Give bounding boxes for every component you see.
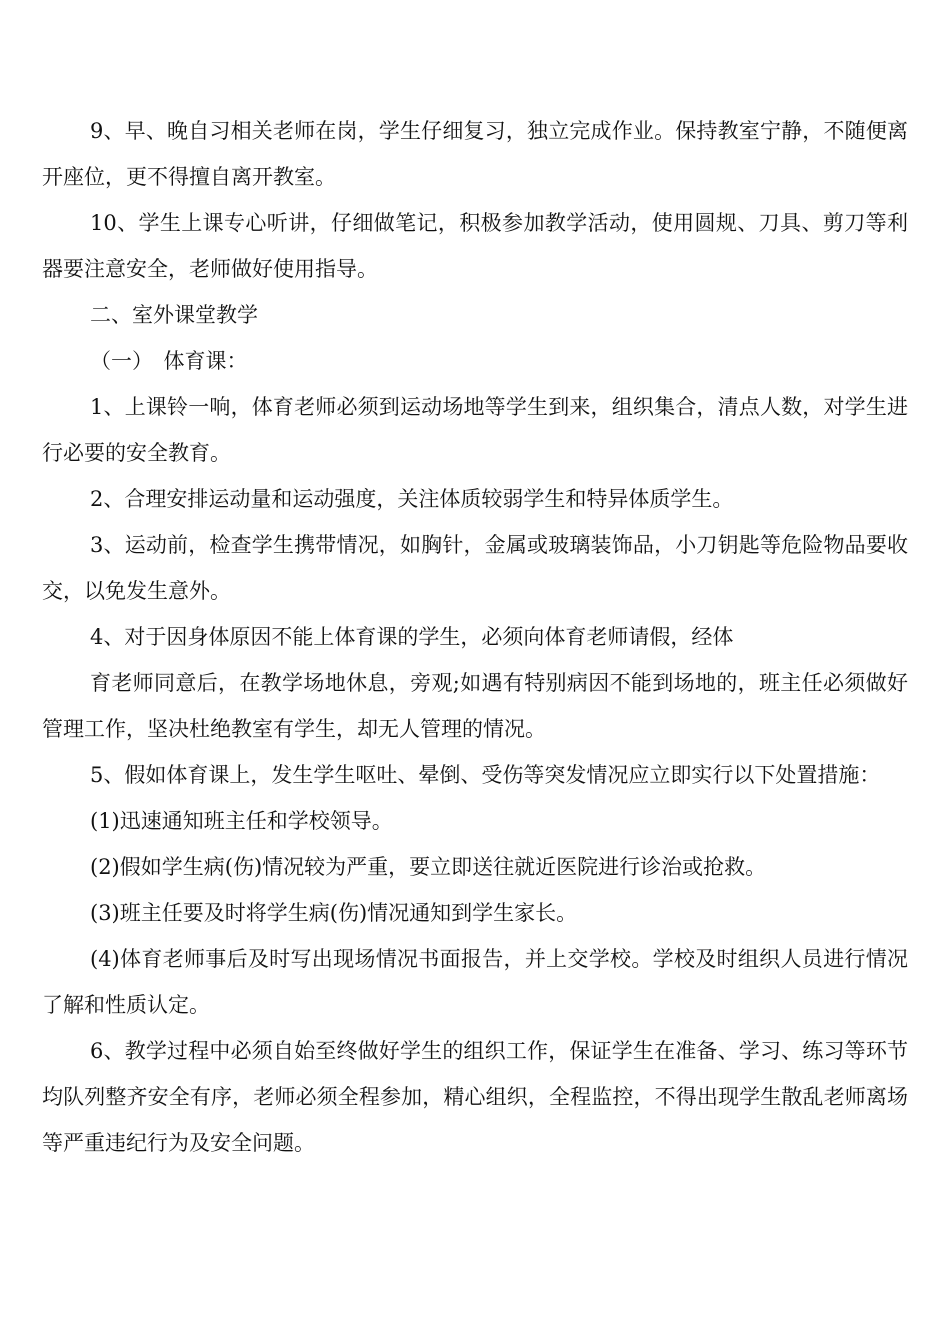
paragraph-pe-subitem-2: (2)假如学生病(伤)情况较为严重，要立即送往就近医院进行诊治或抢救。 bbox=[90, 855, 767, 879]
paragraph-pe-item-4-continued: 育老师同意后，在教学场地休息，旁观;如遇有特别病因不能到场地的，班主任必须做好管理工作，坚决杜绝教室有学生，却无人管理的情况。 bbox=[42, 671, 908, 741]
paragraph-pe-subitem-4: (4)体育老师事后及时写出现场情况书面报告，并上交学校。学校及时组织人员进行情况了解和性质认定。 bbox=[42, 947, 908, 1017]
paragraph-pe-item-2: 2、合理安排运动量和运动强度，关注体质较弱学生和特异体质学生。 bbox=[90, 487, 734, 511]
subsection-heading-pe-class: （一） 体育课： bbox=[90, 349, 248, 373]
paragraph-pe-item-3: 3、运动前，检查学生携带情况，如胸针，金属或玻璃装饰品，小刀钥匙等危险物品要收交，以免发生意外。 bbox=[42, 533, 908, 603]
section-heading-outdoor-teaching: 二、室外课堂教学 bbox=[90, 303, 258, 327]
paragraph-pe-item-1: 1、上课铃一响，体育老师必须到运动场地等学生到来，组织集合，清点人数，对学生进行必要的安全教育。 bbox=[42, 395, 908, 465]
paragraph-item-9: 9、早、晚自习相关老师在岗，学生仔细复习，独立完成作业。保持教室宁静，不随便离开座位，更不得擅自离开教室。 bbox=[42, 119, 908, 189]
paragraph-pe-subitem-1: (1)迅速通知班主任和学校领导。 bbox=[90, 809, 393, 833]
paragraph-pe-item-6: 6、教学过程中必须自始至终做好学生的组织工作，保证学生在准备、学习、练习等环节均队列整齐安全有序，老师必须全程参加，精心组织，全程监控，不得出现学生散乱老师离场等严重违纪行为及安全问题。 bbox=[42, 1039, 908, 1155]
paragraph-pe-subitem-3: (3)班主任要及时将学生病(伤)情况通知到学生家长。 bbox=[90, 901, 578, 925]
paragraph-pe-item-4: 4、对于因身体原因不能上体育课的学生，必须向体育老师请假，经体 bbox=[90, 625, 734, 649]
paragraph-item-10: 10、学生上课专心听讲，仔细做笔记，积极参加教学活动，使用圆规、刀具、剪刀等利器要注意安全，老师做好使用指导。 bbox=[42, 211, 908, 281]
document-body bbox=[42, 108, 908, 1166]
paragraph-pe-item-5: 5、假如体育课上，发生学生呕吐、晕倒、受伤等突发情况应立即实行以下处置措施： bbox=[90, 763, 881, 787]
